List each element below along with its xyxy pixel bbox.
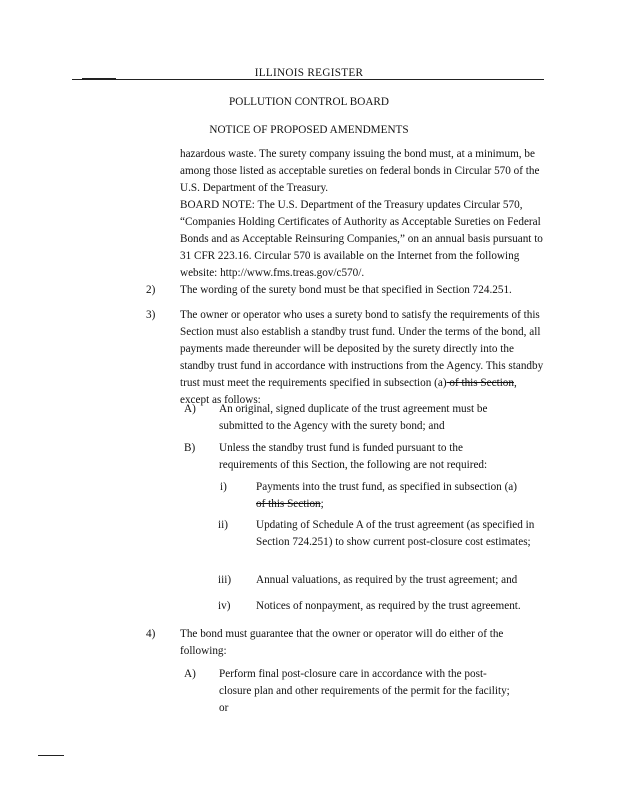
notice-title: NOTICE OF PROPOSED AMENDMENTS [209,124,409,136]
register-title: ILLINOIS REGISTER [254,67,364,79]
item-4-number: 4) [146,628,156,640]
item-3-sub-b-text: Unless the standby trust fund is funded pursuant to the requirements of this Section, the following are not required: [219,442,488,471]
item-4-sub-a-text: Perform final post-closure care in accordance with the post-closure plan and other requirements of the permit for the facility; or [219,668,510,714]
item-3-struck-text: of this Section [446,377,514,389]
item-3-b-i-struck-text: of this Section [256,498,321,510]
item-3-text [180,307,545,409]
item-3-b-iv-text: Notices of nonpayment, as required by the trust agreement. [256,600,521,612]
item-3-sub-a-text: An original, signed duplicate of the trust agreement must be submitted to the Agency with the surety bond; and [219,403,488,432]
item-3-number: 3) [146,309,156,321]
item-3-b-iv-label: iv) [218,600,231,612]
item-2-text: The wording of the surety bond must be that specified in Section 724.251. [180,284,512,296]
board-title: POLLUTION CONTROL BOARD [229,96,389,108]
item-4-sub-a-label: A) [184,668,196,680]
item-3-sub-a-label: A) [184,403,196,415]
item-3-sub-b-label: B) [184,442,196,454]
item-3-b-i-label: i) [220,481,227,493]
intro-paragraph: hazardous waste. The surety company issuing the bond must, at a minimum, be among those listed as acceptable sureties on federal bonds in Circular 570 of the U.S. Department of the Treasury. [180,148,540,194]
item-3-b-iii-label: iii) [218,574,232,586]
item-2-number: 2) [146,284,156,296]
item-3-b-i-text [256,479,546,513]
item-3-text-end: , except as follows: [180,377,517,406]
item-3-b-i-main: Payments into the trust fund, as specified in subsection (a) [256,481,517,493]
item-3-b-ii-text: Updating of Schedule A of the trust agreement (as specified in Section 724.251) to show current post-closure cost estimates; [256,519,535,548]
item-3-b-ii-label: ii) [218,519,228,531]
footer-mark [38,755,64,756]
board-note: BOARD NOTE: The U.S. Department of the Treasury updates Circular 570, “Companies Holding Certificates of Authority as Acceptable Sureties on Federal Bonds and as Acceptable Reinsuring Companies,” on an annual basis pursuant to 31 CFR 223.16. Circular 570 is available on the Internet from the following website: http://www.fms.treas.gov/c570/. [180,199,543,279]
item-3-b-iii-text: Annual valuations, as required by the trust agreement; and [256,574,518,586]
item-4-text: The bond must guarantee that the owner or operator will do either of the following: [180,628,504,657]
item-3-b-i-end: ; [320,498,324,510]
item-3-text-main: The owner or operator who uses a surety bond to satisfy the requirements of this Section must also establish a standby trust fund. Under the terms of the bond, all payments made thereunder will be deposited by the surety directly into the standby trust fund in accordance with instructions from the Agency. This standby trust must meet the requirements specified in subsection (a) [180,309,544,389]
